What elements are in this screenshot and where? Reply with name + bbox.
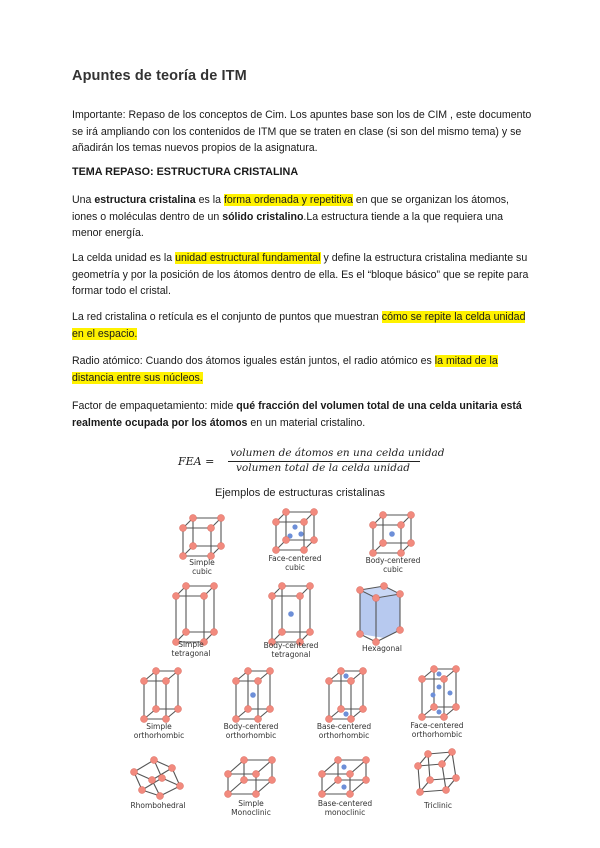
- highlighted-text: cómo se repite la celda unidad en el espacio.: [72, 311, 526, 340]
- text-run: Factor de empaquetamiento: mide: [72, 400, 237, 412]
- paragraph-celda-unidad: [72, 250, 532, 300]
- caption-base-centered-monoclinic: Base-centered monoclinic: [317, 799, 373, 817]
- text-run: La red cristalina o retícula es el conjunto de puntos que muestran: [72, 311, 382, 323]
- caption-body-centered-tetragonal: Body-centered tetragonal: [263, 641, 319, 659]
- text-run: en que se organizan los átomos, iones o moléculas dentro de un: [72, 194, 509, 223]
- hexagonal-lattice: [352, 580, 412, 640]
- caption-body-centered-orthorhombic: Body-centered orthorhombic: [223, 722, 279, 740]
- caption-hexagonal: Hexagonal: [362, 644, 402, 653]
- formula-lhs: FEA =: [178, 455, 215, 468]
- text-run: Radio atómico: Cuando dos átomos iguales están juntos, el radio atómico es: [72, 355, 435, 367]
- bold-term: estructura cristalina: [94, 194, 196, 206]
- text-run: es la: [195, 194, 224, 206]
- paragraph-radio-atomico: [72, 353, 532, 386]
- text-run: .La estructura tiende a la que requiera una menor energía.: [72, 210, 504, 239]
- simple-cubic-lattice: [177, 512, 227, 562]
- triclinic-lattice: [412, 748, 462, 798]
- body-centered-orthorhombic-lattice: [230, 665, 280, 725]
- paragraph-estructura: [72, 192, 532, 242]
- bold-term: qué fracción del volumen total de una celda unitaria está realmente ocupada por los átomos: [72, 400, 522, 429]
- bold-term: sólido cristalino: [222, 210, 304, 223]
- text-run: y define la estructura cristalina mediante su geometría y por la posición de los átomos dentro de ella. Es el “bloque básico” que se repite para formar todo el cristal.: [72, 252, 529, 297]
- face-centered-orthorhombic-lattice: [416, 663, 466, 723]
- paragraph-red-cristalina: [72, 309, 532, 342]
- caption-simple-monoclinic: Simple Monoclinic: [231, 799, 271, 817]
- formula-numerator: volumen de átomos en una celda unidad: [230, 447, 445, 459]
- base-centered-orthorhombic-lattice: [323, 665, 373, 725]
- face-centered-cubic-lattice: [270, 506, 320, 556]
- paragraph-factor-empaquetamiento: [72, 398, 532, 431]
- text-run: La celda unidad es la: [72, 252, 176, 264]
- caption-simple-orthorhombic: Simple orthorhombic: [133, 722, 185, 740]
- intro-paragraph: Importante: Repaso de los conceptos de Cim. Los apuntes base son los de CIM , este documento se irá ampliando con los contenidos de ITM que se traten en clase (si son del mismo tema) y se añadirán los temas nuevos propios de la asignatura.: [72, 109, 532, 154]
- highlighted-text: la mitad de la distancia entre sus núcleos.: [72, 355, 498, 384]
- caption-triclinic: Triclinic: [424, 801, 452, 810]
- rhombohedral-lattice: [128, 752, 188, 797]
- fea-formula: [178, 447, 445, 475]
- caption-face-centered-cubic: Face-centered cubic: [268, 554, 322, 572]
- text-run: Una: [72, 194, 95, 206]
- text-run: en un material cristalino.: [247, 416, 366, 429]
- caption-face-centered-orthorhombic: Face-centered orthorhombic: [410, 721, 464, 739]
- formula-denominator: volumen total de la celda unidad: [236, 462, 410, 474]
- caption-simple-tetragonal: Simple tetragonal: [171, 640, 211, 658]
- simple-orthorhombic-lattice: [138, 665, 188, 725]
- section-heading: TEMA REPASO: ESTRUCTURA CRISTALINA: [72, 166, 299, 178]
- caption-simple-cubic: Simple cubic: [189, 558, 215, 576]
- highlighted-text: unidad estructural fundamental: [175, 252, 321, 264]
- figure-title: Ejemplos de estructuras cristalinas: [215, 487, 385, 499]
- highlighted-text: forma ordenada y repetitiva: [223, 194, 353, 206]
- body-centered-tetragonal-lattice: [266, 580, 316, 650]
- caption-body-centered-cubic: Body-centered cubic: [365, 556, 421, 574]
- body-centered-cubic-lattice: [367, 509, 417, 559]
- simple-monoclinic-lattice: [222, 752, 282, 797]
- base-centered-monoclinic-lattice: [316, 752, 376, 797]
- caption-base-centered-orthorhombic: Base-centered orthorhombic: [316, 722, 372, 740]
- document-title: Apuntes de teoría de ITM: [72, 68, 247, 84]
- caption-rhombohedral: Rhombohedral: [130, 801, 186, 810]
